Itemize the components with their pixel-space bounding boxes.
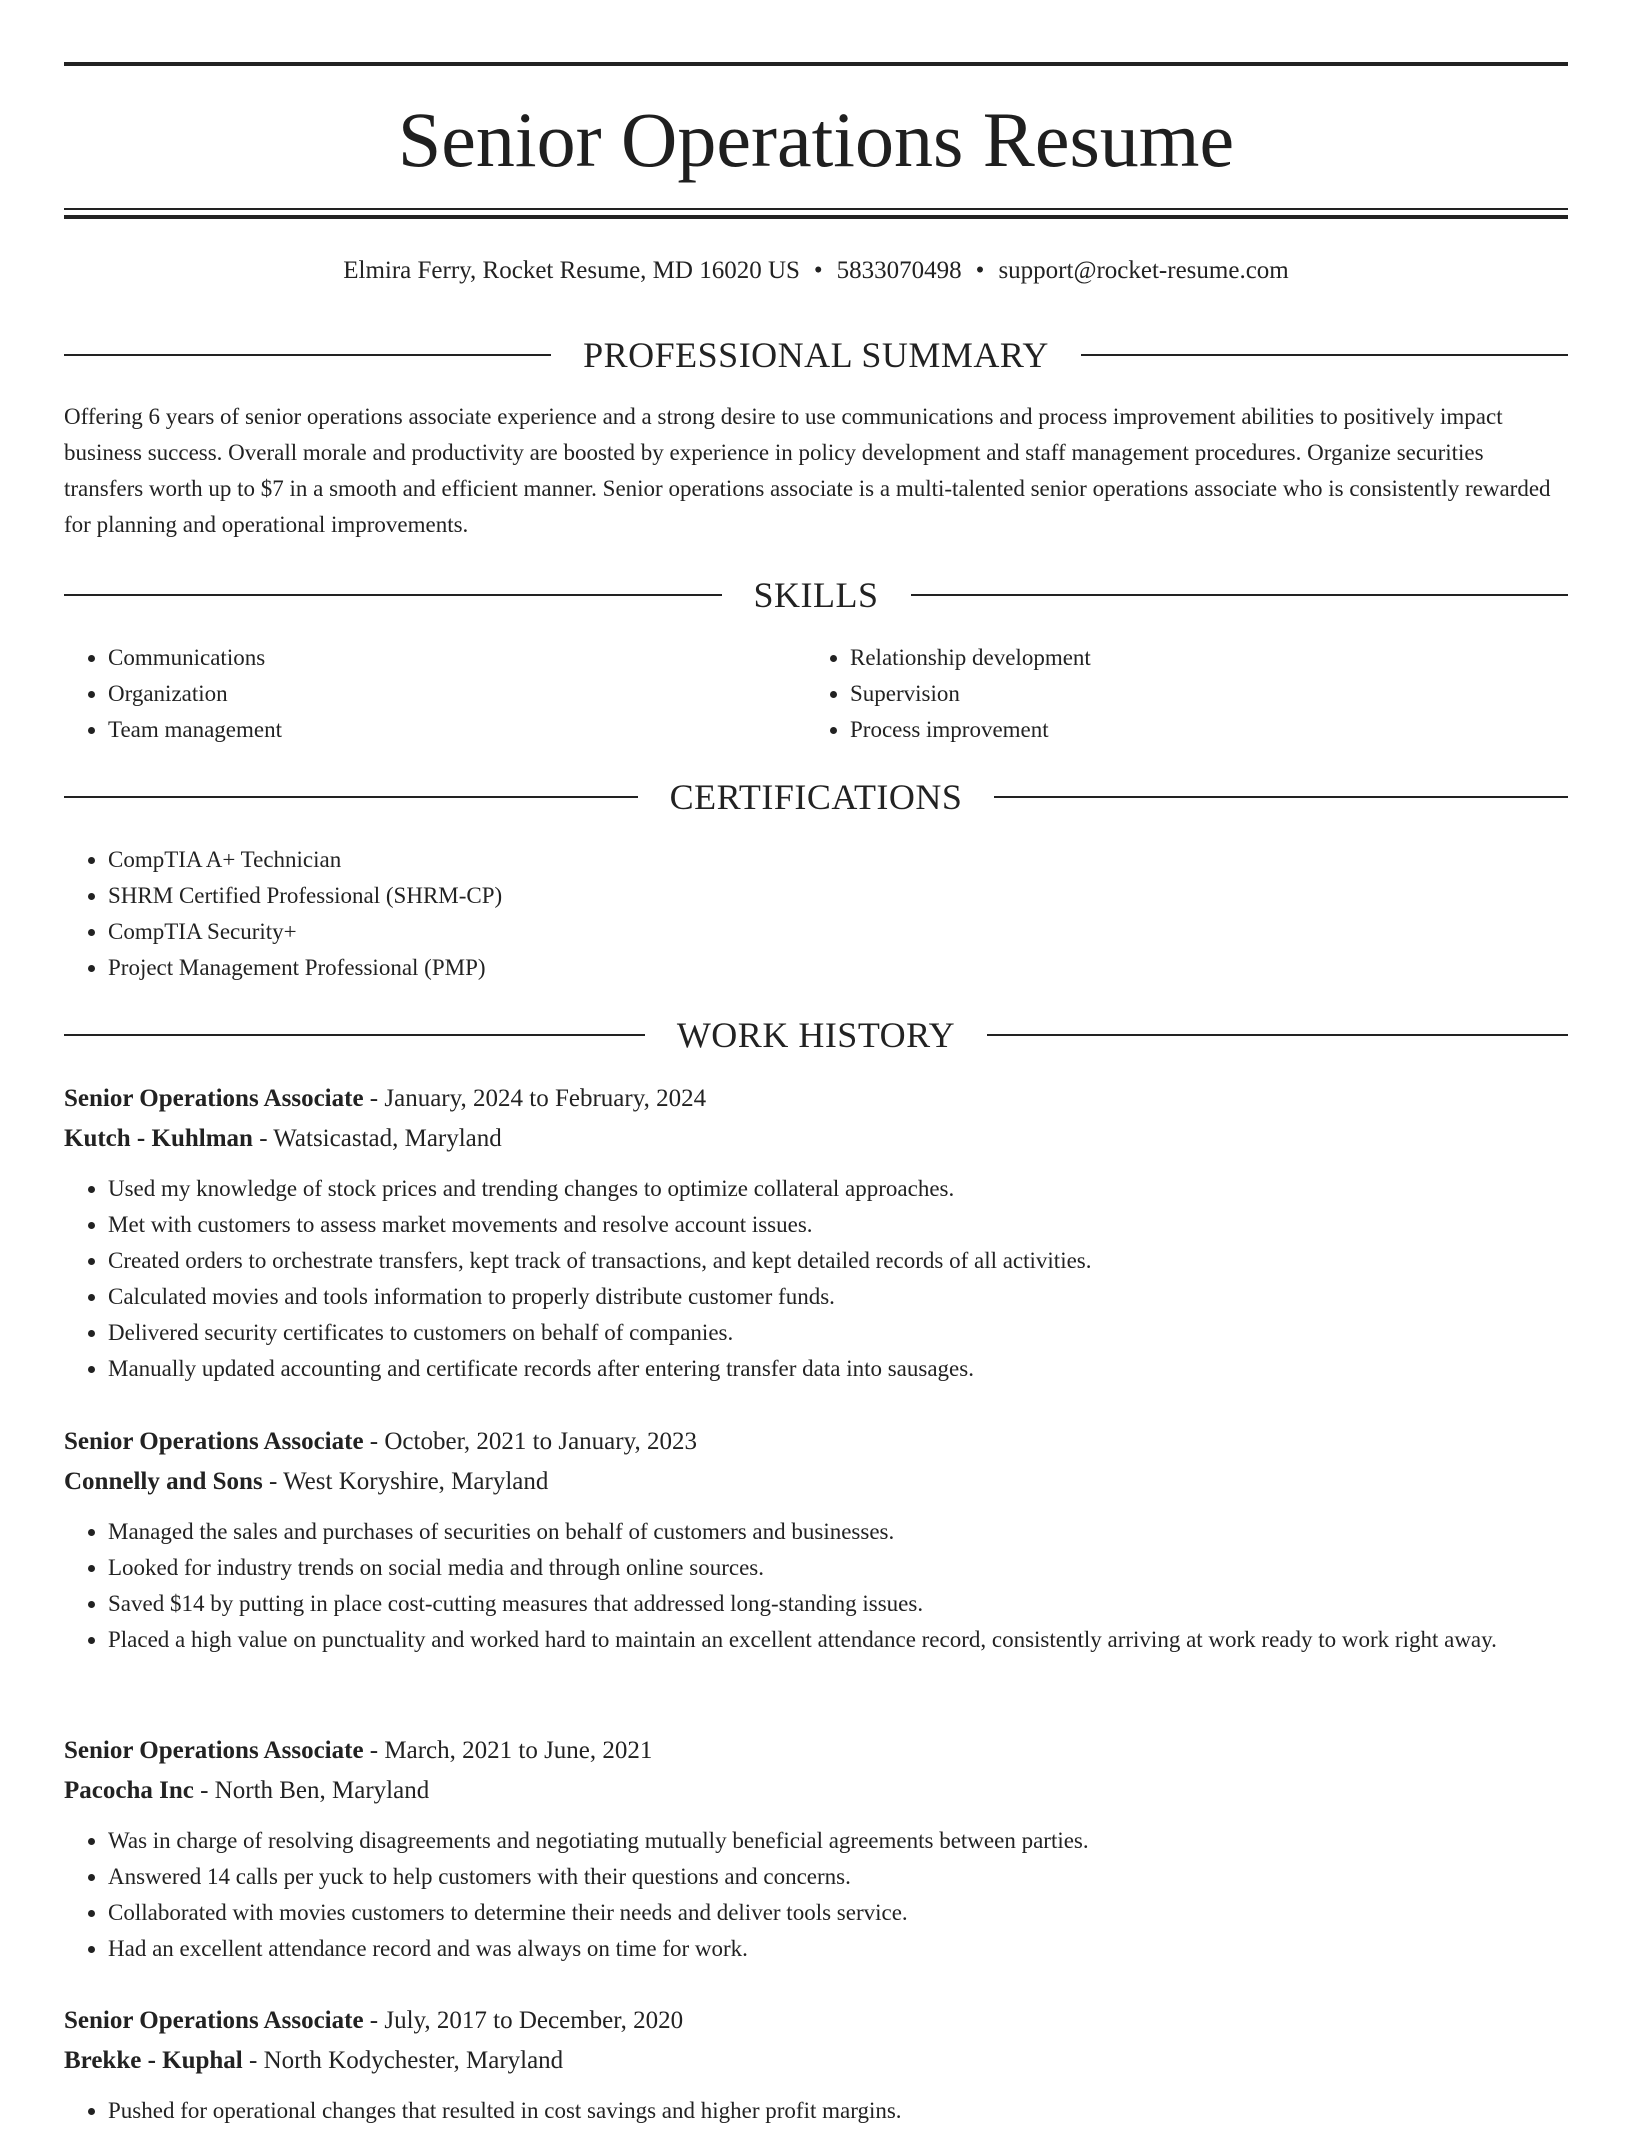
job-bullet: • Calculated movies and tools information to properly distribute customer funds. bbox=[108, 1279, 1568, 1315]
job-location: - North Kodychester, Maryland bbox=[242, 2047, 564, 2074]
certification-item: • SHRM Certified Professional (SHRM-CP) bbox=[108, 878, 1568, 914]
job-bullet: • Managed the sales and purchases of securities on behalf of customers and businesses. bbox=[108, 1514, 1568, 1550]
skills-list-left bbox=[64, 640, 764, 748]
job-location: - North Ben, Maryland bbox=[193, 1777, 430, 1804]
certification-item: • Project Management Professional (PMP) bbox=[108, 950, 1568, 986]
job-company-line bbox=[64, 1462, 1568, 1502]
heading-rule-right bbox=[1081, 354, 1568, 356]
job-bullets bbox=[64, 1823, 1568, 1967]
skills-list-right bbox=[806, 640, 1506, 748]
skill-item: • Supervision bbox=[850, 676, 1506, 712]
header-bottom-rule-thin bbox=[64, 208, 1568, 210]
job-title: Senior Operations Associate bbox=[64, 1737, 364, 1764]
job-location: - Watsicastad, Maryland bbox=[252, 1125, 502, 1152]
job-title-line bbox=[64, 2001, 1568, 2041]
section-heading-skills bbox=[64, 575, 1568, 615]
heading-rule-left bbox=[64, 594, 722, 596]
job-company: Kutch - Kuhlman bbox=[64, 1125, 253, 1152]
job-bullet: • Placed a high value on punctuality and worked hard to maintain an excellent attendance record, consistently arriving at work ready to work right away. bbox=[108, 1622, 1568, 1658]
job-company: Pacocha Inc bbox=[64, 1777, 194, 1804]
job-bullet: • Answered 14 calls per yuck to help customers with their questions and concerns. bbox=[108, 1859, 1568, 1895]
certifications-list bbox=[64, 842, 1568, 986]
job-bullet: • Pushed for operational changes that resulted in cost savings and higher profit margins. bbox=[108, 2093, 1568, 2129]
job-bullet: • Looked for industry trends on social media and through online sources. bbox=[108, 1550, 1568, 1586]
skill-item: • Organization bbox=[108, 676, 764, 712]
contact-phone: 5833070498 bbox=[836, 257, 962, 284]
contact-line bbox=[64, 254, 1568, 288]
job-dates: - January, 2024 to February, 2024 bbox=[363, 1085, 707, 1112]
heading-rule-left bbox=[64, 796, 638, 798]
heading-rule-right bbox=[994, 796, 1568, 798]
section-heading-label: PROFESSIONAL SUMMARY bbox=[583, 335, 1049, 375]
job-company-line bbox=[64, 1771, 1568, 1811]
section-heading-summary bbox=[64, 335, 1568, 375]
job-bullets bbox=[64, 1171, 1568, 1387]
skill-item: • Relationship development bbox=[850, 640, 1506, 676]
job-entry bbox=[64, 1079, 1568, 1387]
job-bullets bbox=[64, 2093, 1568, 2129]
job-bullet: • Was in charge of resolving disagreements and negotiating mutually beneficial agreements between parties. bbox=[108, 1823, 1568, 1859]
job-location: - West Koryshire, Maryland bbox=[262, 1468, 549, 1495]
skill-item: • Process improvement bbox=[850, 712, 1506, 748]
heading-rule-left bbox=[64, 354, 551, 356]
job-bullet: • Delivered security certificates to customers on behalf of companies. bbox=[108, 1315, 1568, 1351]
job-entry bbox=[64, 1422, 1568, 1658]
certification-item: • CompTIA A+ Technician bbox=[108, 842, 1568, 878]
page-title: Senior Operations Resume bbox=[397, 96, 1235, 183]
contact-address: Elmira Ferry, Rocket Resume, MD 16020 US bbox=[343, 257, 800, 284]
job-company: Brekke - Kuphal bbox=[64, 2047, 243, 2074]
job-title-line bbox=[64, 1079, 1568, 1119]
job-bullet: • Collaborated with movies customers to determine their needs and deliver tools service. bbox=[108, 1895, 1568, 1931]
header-top-rule bbox=[64, 62, 1568, 66]
job-title-line bbox=[64, 1731, 1568, 1771]
contact-separator: • bbox=[975, 257, 985, 284]
skills-column-left bbox=[64, 640, 764, 748]
job-bullet: • Manually updated accounting and certificate records after entering transfer data into sausages. bbox=[108, 1351, 1568, 1387]
job-entry bbox=[64, 2001, 1568, 2129]
section-heading-label: CERTIFICATIONS bbox=[669, 777, 963, 817]
heading-rule-right bbox=[987, 1034, 1568, 1036]
skill-item: • Team management bbox=[108, 712, 764, 748]
job-bullet: • Used my knowledge of stock prices and trending changes to optimize collateral approaches. bbox=[108, 1171, 1568, 1207]
job-dates: - March, 2021 to June, 2021 bbox=[363, 1737, 653, 1764]
job-title: Senior Operations Associate bbox=[64, 1428, 364, 1455]
job-company-line bbox=[64, 1119, 1568, 1159]
contact-email: support@rocket-resume.com bbox=[998, 257, 1289, 284]
job-bullet: • Met with customers to assess market movements and resolve account issues. bbox=[108, 1207, 1568, 1243]
heading-rule-right bbox=[911, 594, 1569, 596]
job-company: Connelly and Sons bbox=[64, 1468, 263, 1495]
skill-item: • Communications bbox=[108, 640, 764, 676]
heading-rule-left bbox=[64, 1034, 645, 1036]
section-heading-certifications bbox=[64, 777, 1568, 817]
job-bullets bbox=[64, 1514, 1568, 1658]
job-bullet: • Saved $14 by putting in place cost-cutting measures that addressed long-standing issues. bbox=[108, 1586, 1568, 1622]
certification-item: • CompTIA Security+ bbox=[108, 914, 1568, 950]
section-heading-work-history bbox=[64, 1015, 1568, 1055]
section-heading-label: WORK HISTORY bbox=[676, 1015, 956, 1055]
job-bullet: • Created orders to orchestrate transfers, kept track of transactions, and kept detailed records of all activities. bbox=[108, 1243, 1568, 1279]
job-company-line bbox=[64, 2041, 1568, 2081]
job-title: Senior Operations Associate bbox=[64, 1085, 364, 1112]
section-heading-label: SKILLS bbox=[753, 575, 879, 615]
job-bullet: • Had an excellent attendance record and was always on time for work. bbox=[108, 1931, 1568, 1967]
job-entry bbox=[64, 1731, 1568, 1967]
contact-separator: • bbox=[813, 257, 823, 284]
summary-text: Offering 6 years of senior operations associate experience and a strong desire to use communications and process improvement abilities to positively impact business success. Overall morale and productivity are boosted by experience in policy development and staff management procedures. Organize securities transfers worth up to $7 in a smooth and efficient manner. Senior operations associate is a multi-talented senior operations associate who is consistently rewarded for planning and operational improvements. bbox=[64, 404, 1551, 537]
job-title-line bbox=[64, 1422, 1568, 1462]
job-title: Senior Operations Associate bbox=[64, 2007, 364, 2034]
certifications-block bbox=[64, 842, 1568, 986]
job-dates: - October, 2021 to January, 2023 bbox=[363, 1428, 697, 1455]
job-dates: - July, 2017 to December, 2020 bbox=[363, 2007, 684, 2034]
skills-column-right bbox=[806, 640, 1506, 748]
header-bottom-rule-thick bbox=[64, 215, 1568, 219]
